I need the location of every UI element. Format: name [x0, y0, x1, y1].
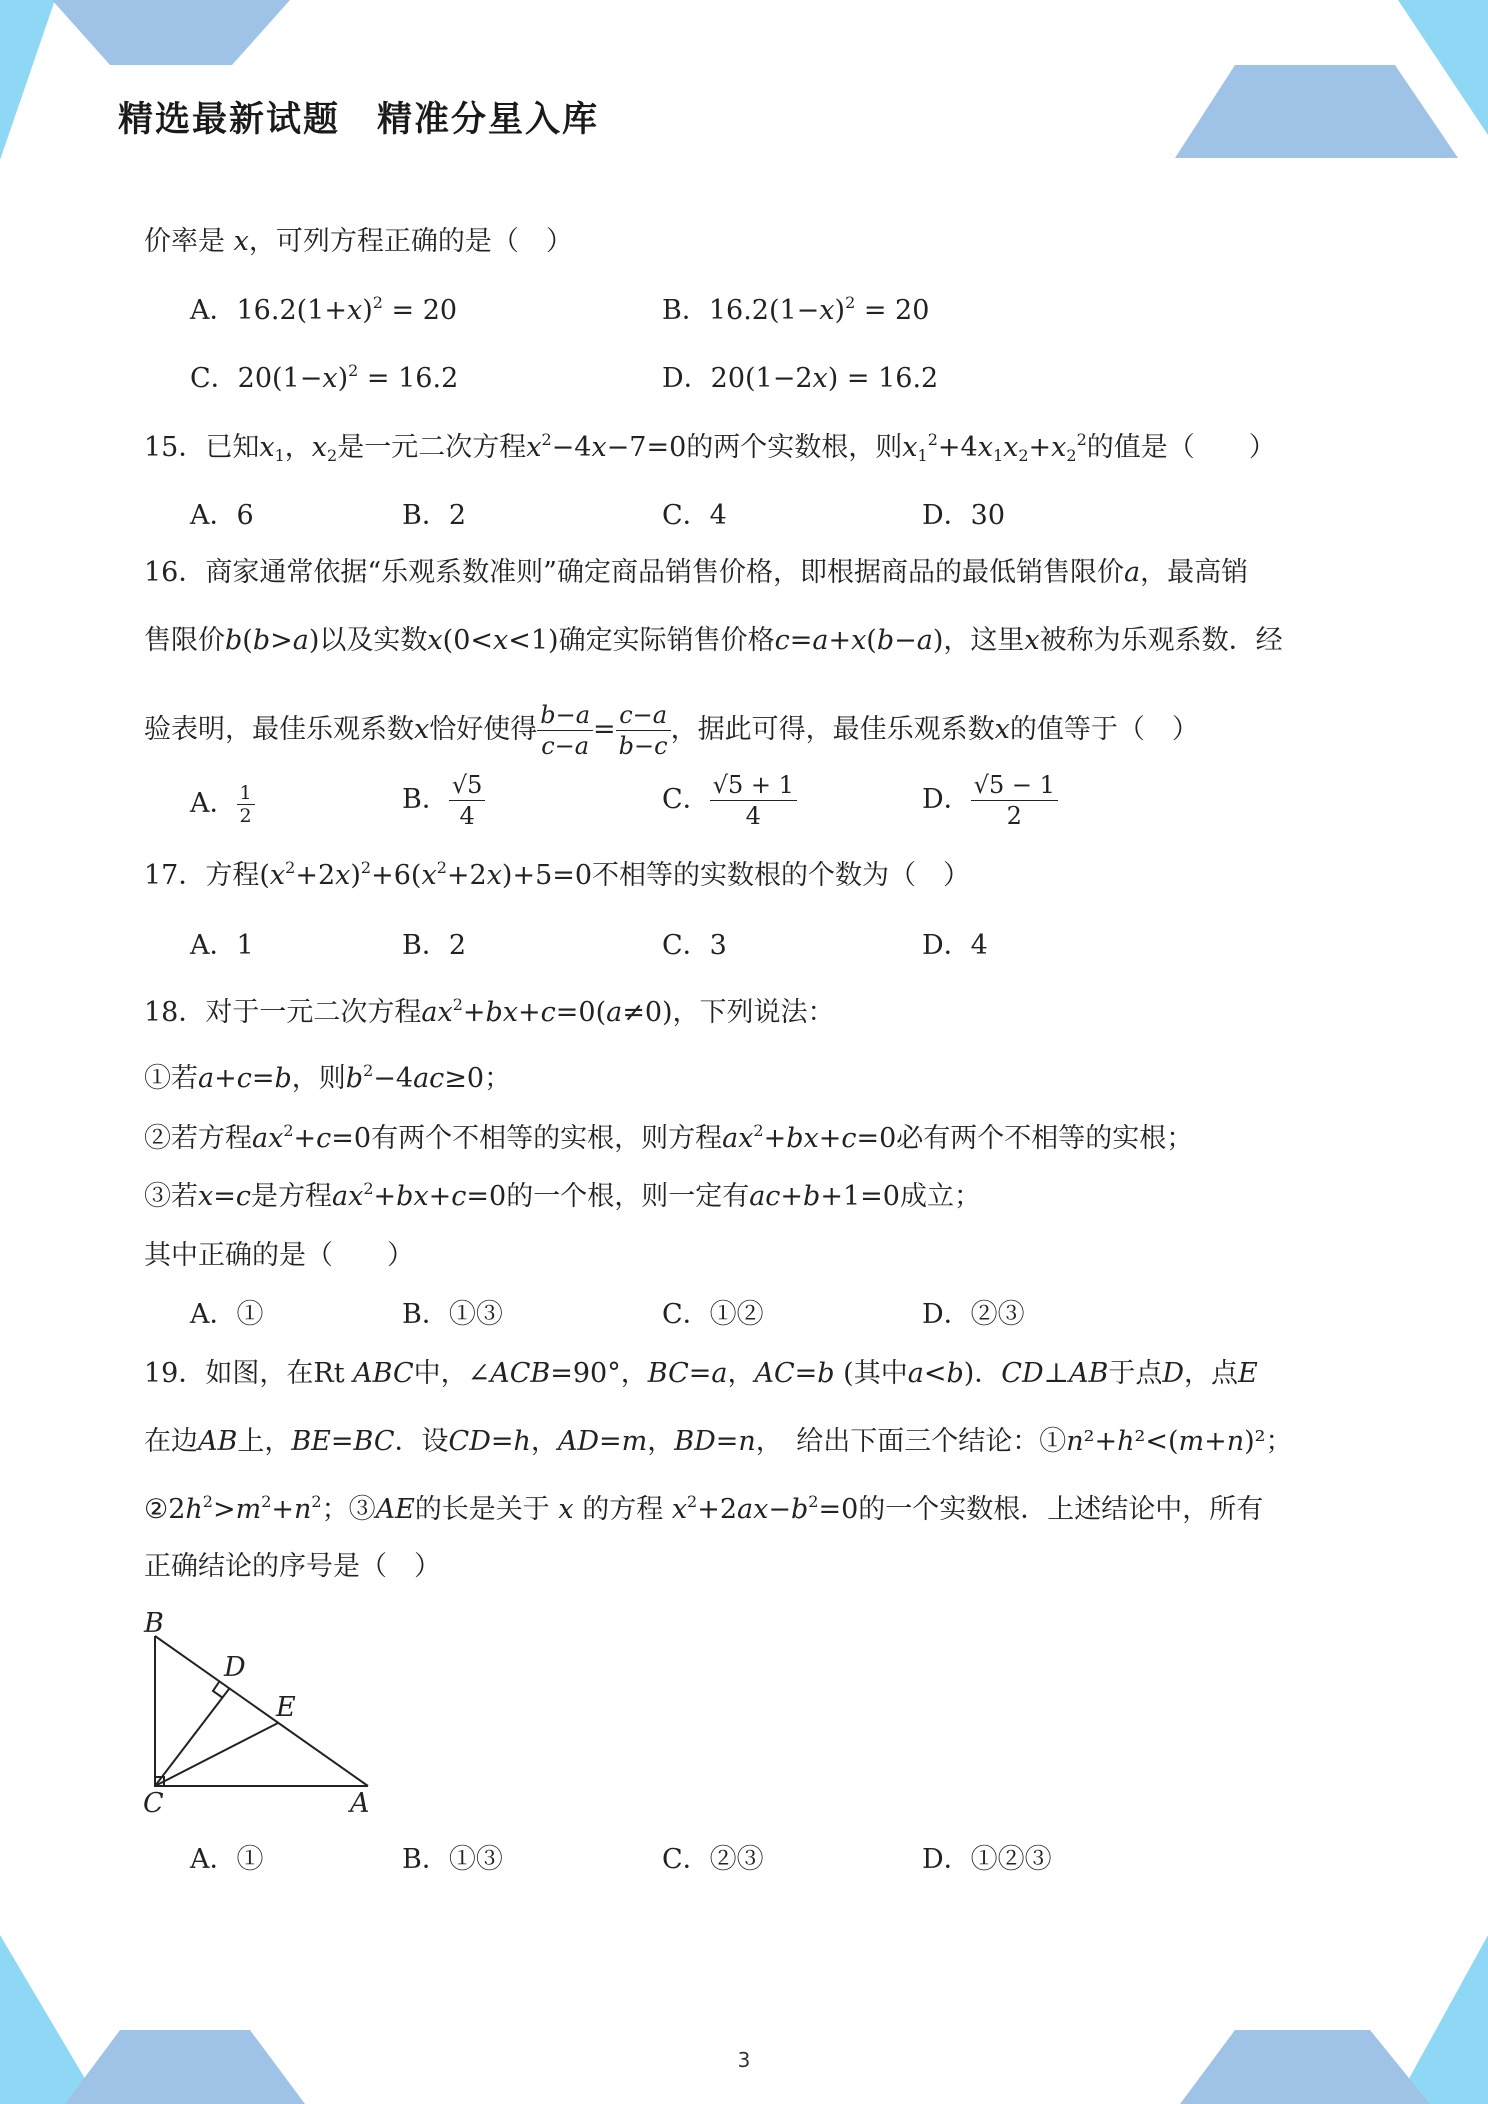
q18-option-a: A．① — [190, 1299, 264, 1330]
label-b: B — [144, 1608, 164, 1639]
label-a: A — [350, 1788, 370, 1819]
q14-option-a: A．$16.2(1+x)^2 = 20$ — [190, 293, 458, 326]
q14-stem-line: 价率是 x，可列方程正确的是（ ） — [144, 226, 573, 257]
q14-option-c: C．$20(1-x)^2 = 16.2$ — [190, 361, 459, 394]
q19-stem-line4: 正确结论的序号是（ ） — [144, 1551, 441, 1582]
q17-stem: 17．方程$(x^2+2x)^2+6(x^2+2x)+5=0$不相等的实数根的个数为（ ） — [144, 858, 971, 891]
q18-statement-1: ①若a+c=b，则$b^2-4ac\ge 0$； — [144, 1061, 512, 1094]
q18-stem: 18．对于一元二次方程$ax^2+bx+c=0(a\ne 0)$，下列说法： — [144, 995, 835, 1028]
triangle-figure — [135, 1605, 395, 1825]
q17-option-b: B．2 — [402, 930, 467, 961]
page-number: 3 — [737, 2048, 751, 2072]
label-c: C — [143, 1788, 164, 1819]
q18-statement-3: ③若x=c是方程$ax^2+bx+c=0$的一个根，则一定有ac+b+1=0成立； — [144, 1179, 981, 1212]
q16-option-b: B． $\frac{√5}{4}$ — [402, 770, 485, 831]
q16-stem-line2: 售限价b(b>a)以及实数x(0<x<1)确定实际销售价格c=a+x(b−a)，这里x被称为乐观系数．经 — [144, 625, 1283, 656]
top-right-trapezoid — [1175, 65, 1458, 158]
q18-option-b: B．①③ — [402, 1299, 503, 1330]
q16-option-c: C． $\frac{√5 + 1}{4}$ — [662, 770, 797, 831]
q17-option-d: D．4 — [922, 930, 988, 961]
q14-option-b: B．$16.2(1-x)^2 = 20$ — [662, 293, 930, 326]
q16-stem-line3: 验表明，最佳乐观系数x恰好使得 $\frac{b-a}{c-a}$ = $\frac{c-a}{b-c}$ ，据此可得，最佳乐观系数x的值等于（ ） — [144, 701, 1199, 760]
label-e: E — [276, 1692, 296, 1723]
q19-option-c: C．②③ — [662, 1844, 764, 1875]
q18-option-d: D．②③ — [922, 1299, 1025, 1330]
q16-stem-line1: 16．商家通常依据“乐观系数准则”确定商品销售价格，即根据商品的最低销售限价a，最高销 — [144, 557, 1249, 588]
top-left-triangle — [0, 0, 55, 160]
q19-stem-line2: 在边AB上，BE=BC．设CD=h，AD=m，BD=n， 给出下面三个结论：①n²+h²<(m+n)²； — [144, 1426, 1293, 1457]
q19-option-d: D．①②③ — [922, 1844, 1052, 1875]
q14-option-d: D．20(1−2x) = 16.2 — [662, 363, 939, 394]
q18-statement-2: ②若方程$ax^2+c=0$有两个不相等的实根，则方程$ax^2+bx+c=0$必有两个不相等的实根； — [144, 1121, 1194, 1154]
q19-option-a: A．① — [190, 1844, 264, 1875]
q15-option-a: A．6 — [190, 500, 254, 531]
segment-ce — [155, 1723, 278, 1786]
top-left-trapezoid — [52, 0, 290, 65]
q19-stem-line3: $②2h^2>m^2+n^2$；③AE的长是关于 x 的方程 $x^2+2ax-b^2=0$的一个实数根．上述结论中，所有 — [144, 1492, 1264, 1525]
segment-ba — [155, 1636, 368, 1786]
q15-option-d: D．30 — [922, 500, 1006, 531]
q16-option-a: A． $\frac{1}{2}$ — [190, 782, 255, 827]
q18-statement-4: 其中正确的是（ ） — [144, 1240, 414, 1271]
q18-option-c: C．①② — [662, 1299, 764, 1330]
label-d: D — [224, 1652, 246, 1683]
q19-option-b: B．①③ — [402, 1844, 503, 1875]
right-angle-mark-d — [213, 1682, 223, 1698]
q15-stem: 15．已知$x_1$，$x_2$是一元二次方程$x^2-4x-7=0$的两个实数根，则$x_1^2+4x_1x_2+x_2^2$的值是（ ） — [144, 430, 1276, 465]
q15-option-b: B．2 — [402, 500, 467, 531]
q17-option-c: C．3 — [662, 930, 727, 961]
q16-option-d: D． $\frac{√5 - 1}{2}$ — [922, 770, 1058, 831]
q17-option-a: A．1 — [190, 930, 254, 961]
page-header-title: 精选最新试题 精准分星入库 — [118, 100, 600, 140]
segment-cd — [155, 1689, 229, 1786]
q19-stem-line1: 19．如图，在Rt ABC中，∠ACB=90°，BC=a，AC=b (其中a<b)．CD⊥AB于点D，点E — [144, 1358, 1258, 1389]
q15-option-c: C．4 — [662, 500, 727, 531]
